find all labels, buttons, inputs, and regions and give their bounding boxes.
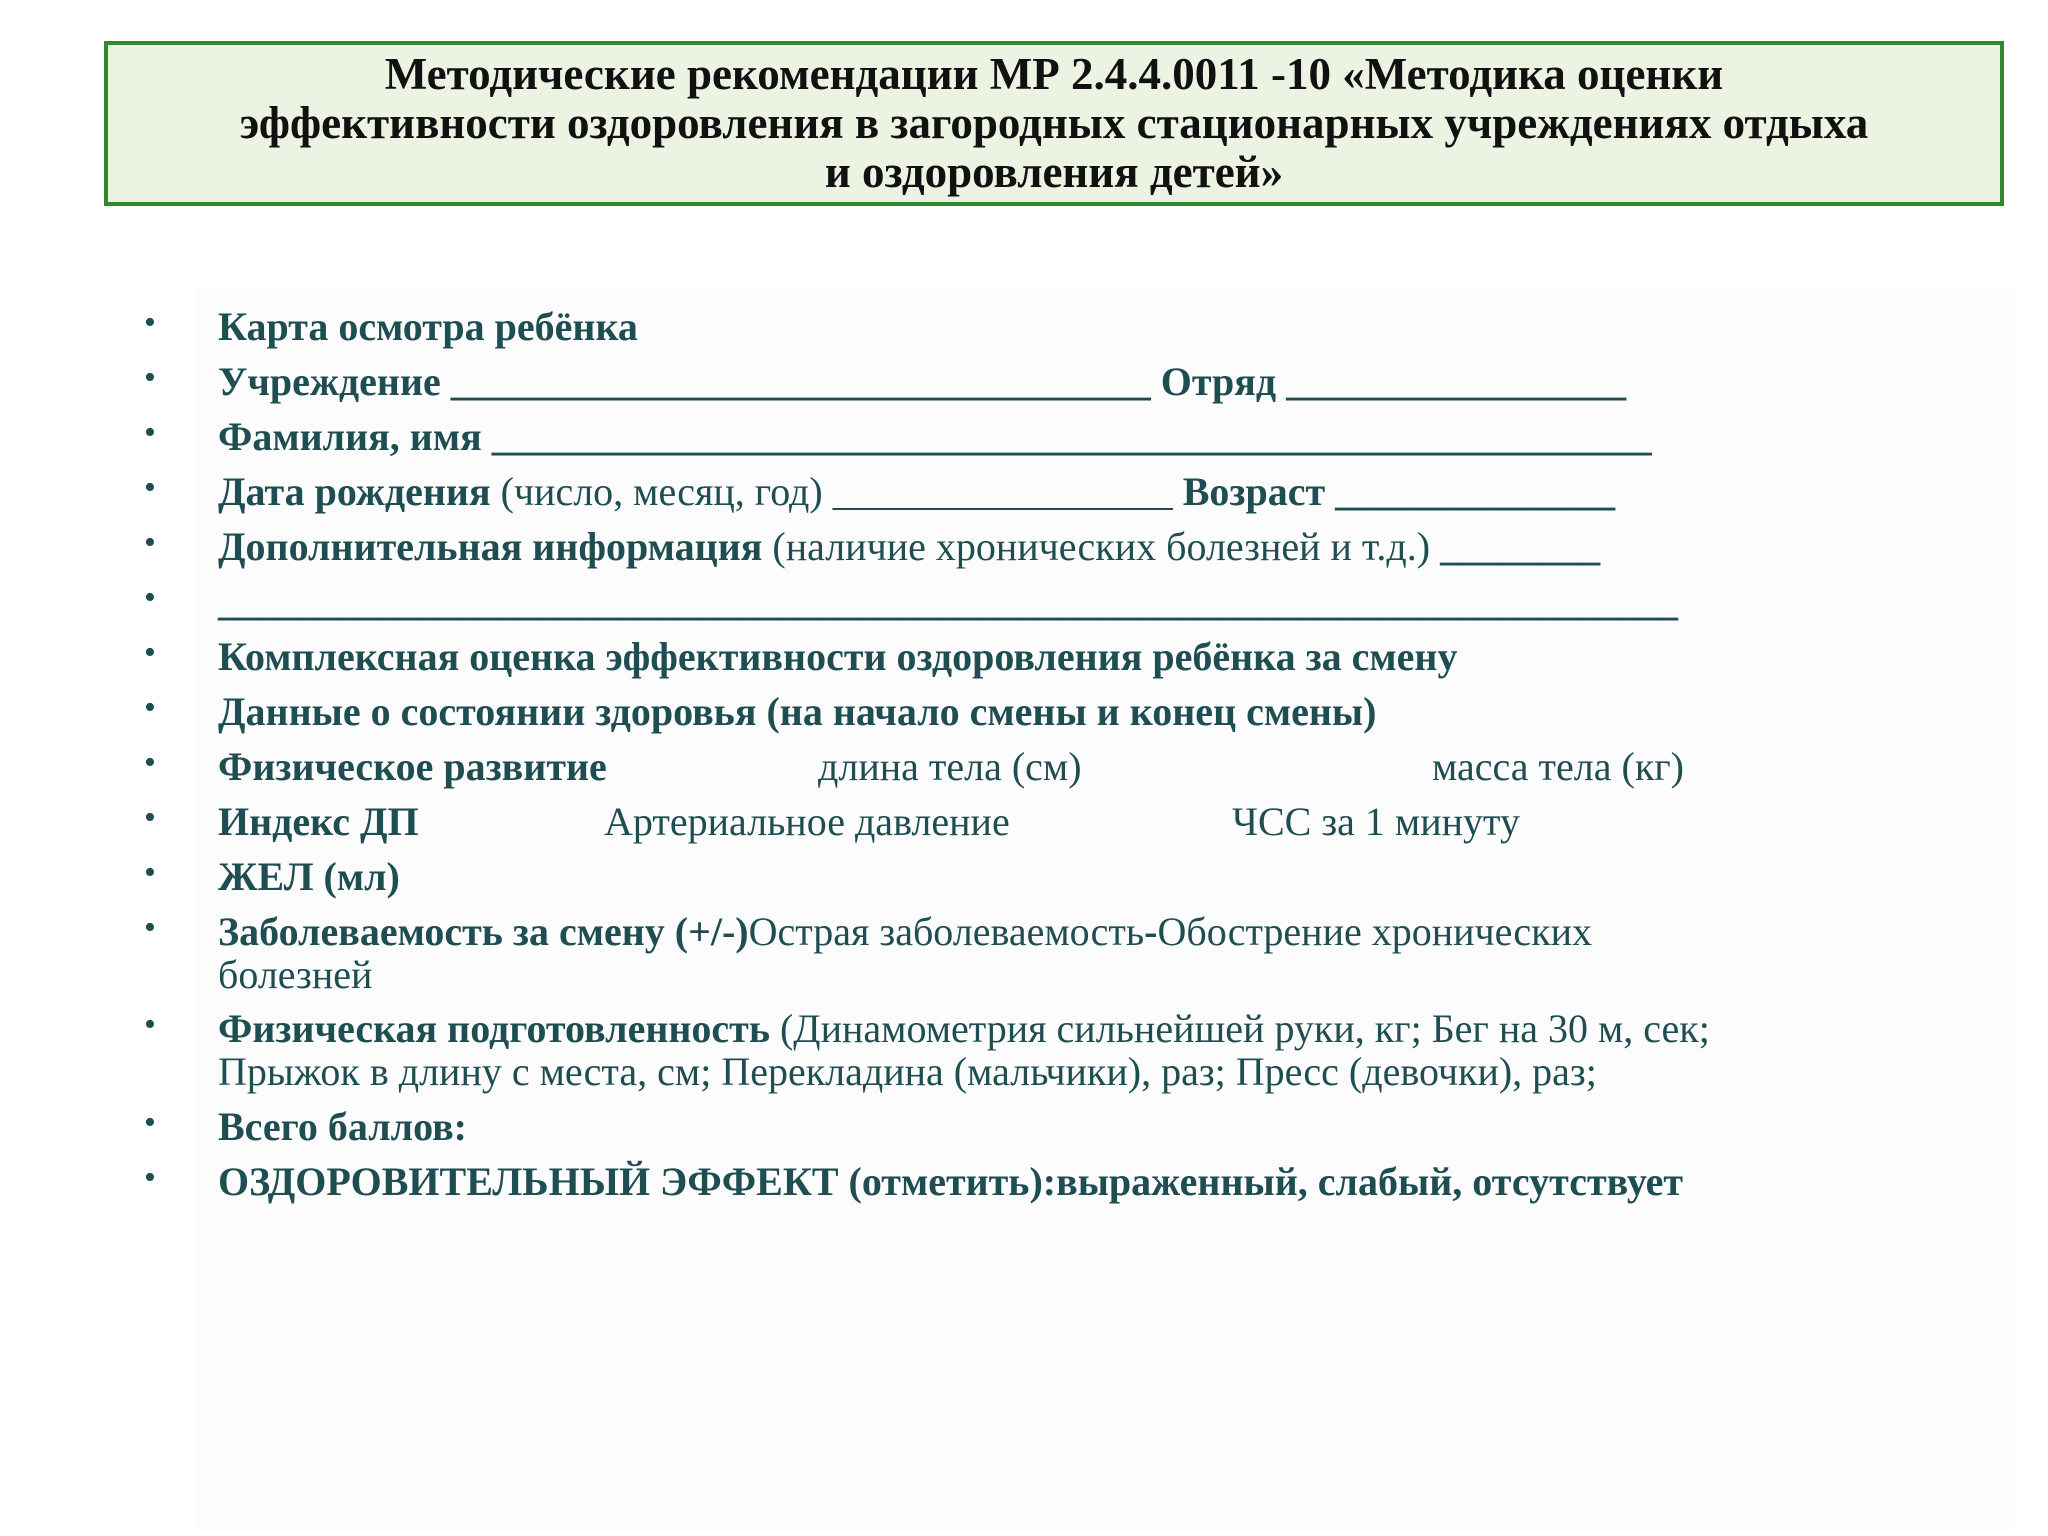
title-line-2: эффективности оздоровления в загородных стационарных учреждениях отдыха <box>239 98 1869 148</box>
item-text <box>218 470 1615 513</box>
item-column-3: масса тела (кг) <box>1432 744 1684 789</box>
item-text: _________________________________________________________________________ <box>218 579 1678 624</box>
item-text: ЖЕЛ (мл) <box>218 854 400 899</box>
item-text: Данные о состоянии здоровья (на начало смены и конец смены) <box>218 689 1377 734</box>
bullet-icon: • <box>144 1006 156 1043</box>
item-text <box>218 910 1592 996</box>
item-label: Дополнительная информация <box>218 524 763 569</box>
item-text: Комплексная оценка эффективности оздоровления ребёнка за смену <box>218 634 1458 679</box>
item-blank: ________ <box>1430 524 1601 569</box>
title-line-1: Методические рекомендации МР 2.4.4.0011 -10 «Методика оценки <box>384 49 1724 99</box>
bullet-icon: • <box>144 579 156 616</box>
bullet-icon: • <box>144 1159 156 1196</box>
item-label: Заболеваемость за смену (+/-) <box>218 909 749 954</box>
bullet-icon: • <box>144 359 156 396</box>
item-label: Физическая подготовленность <box>218 1006 770 1051</box>
item-column-3: ЧСС за 1 минуту <box>1232 799 1520 844</box>
item-dash: - <box>1144 909 1158 954</box>
item-detail: (Динамометрия сильнейшей руки, кг; Бег на 30 м, сек; <box>769 1006 1710 1051</box>
bullet-icon: • <box>144 304 156 341</box>
item-text: Фамилия, имя __________________________________________________________ <box>218 414 1652 459</box>
item-text: ОЗДОРОВИТЕЛЬНЫЙ ЭФФЕКТ (отметить):выраженный, слабый, отсутствует <box>218 1159 1684 1204</box>
bullet-icon: • <box>144 634 156 671</box>
bullet-icon: • <box>144 909 156 946</box>
item-column-2: длина тела (см) <box>818 744 1082 789</box>
bullet-icon: • <box>144 414 156 451</box>
item-label-2: Возраст ______________ <box>1172 469 1616 514</box>
item-continuation: болезней <box>218 952 373 997</box>
bullet-icon: • <box>144 1104 156 1141</box>
item-column-2: Артериальное давление <box>604 799 1010 844</box>
bullet-icon: • <box>144 854 156 891</box>
item-detail: (наличие хронических болезней и т.д.) <box>762 524 1431 569</box>
item-text: Учреждение ___________________________________ Отряд _________________ <box>218 359 1627 404</box>
item-detail-2: Обострение хронических <box>1157 909 1593 954</box>
item-continuation: Прыжок в длину с места, см; Перекладина (мальчики), раз; Пресс (девочки), раз; <box>218 1049 1597 1094</box>
title-line-3: и оздоровления детей» <box>824 147 1284 197</box>
item-label: Физическое развитие <box>218 744 607 789</box>
item-detail: Острая заболеваемость <box>748 909 1145 954</box>
item-text <box>218 1007 1710 1093</box>
bullet-icon: • <box>144 689 156 726</box>
item-text: Всего баллов: <box>218 1104 468 1149</box>
title-box <box>104 41 2004 206</box>
item-text: Карта осмотра ребёнка <box>218 304 638 349</box>
bullet-icon: • <box>144 799 156 836</box>
bullet-icon: • <box>144 469 156 506</box>
bullet-icon: • <box>144 744 156 781</box>
item-detail: (число, месяц, год) _________________ <box>490 469 1173 514</box>
item-label: Дата рождения <box>218 469 491 514</box>
item-label: Индекс ДП <box>218 799 419 844</box>
item-text <box>218 525 1600 568</box>
bullet-icon: • <box>144 524 156 561</box>
